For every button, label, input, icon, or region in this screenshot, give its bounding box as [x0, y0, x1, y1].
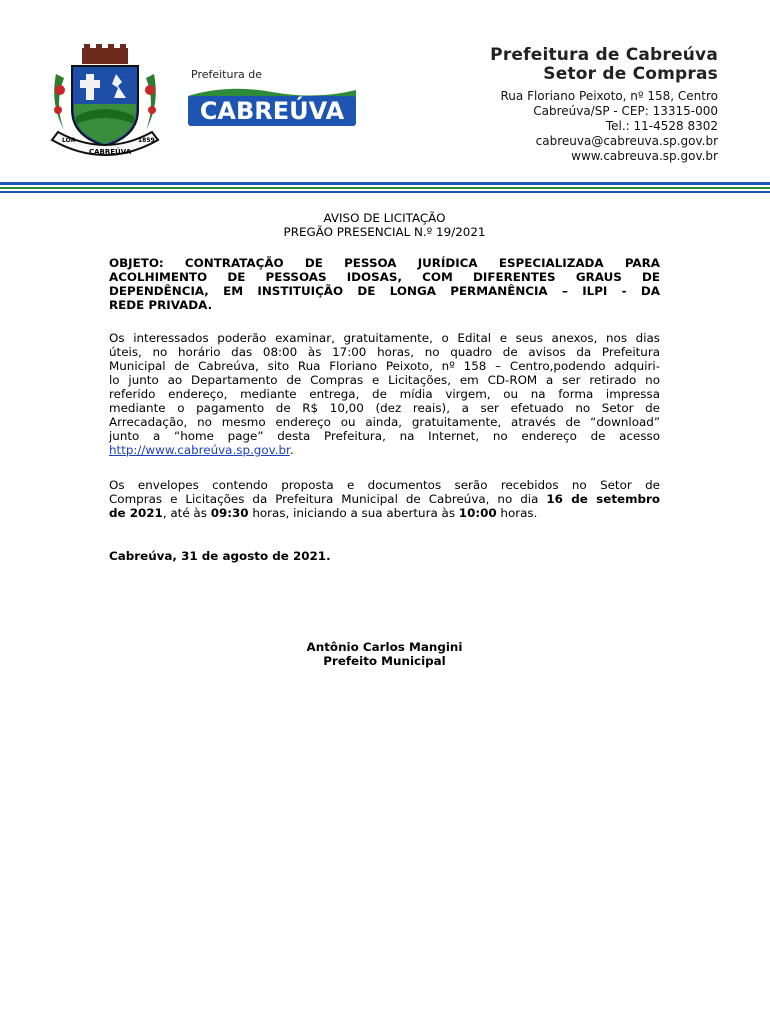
opening-time: 10:00 [458, 506, 497, 520]
paragraph-line: Municipal de Cabreúva, sito Rua Floriano Peixoto, nº 158 – Centro,podendo adquiri- [109, 359, 660, 373]
paragraph-text: Compras e Licitações da Prefeitura Municipal de Cabreúva, no dia [109, 492, 547, 506]
org-city: Cabreúva/SP - CEP: 13315-000 [533, 104, 718, 118]
notice-heading [109, 211, 660, 239]
receipt-time: 09:30 [210, 506, 249, 520]
object-line: OBJETO: CONTRATAÇÃO DE PESSOA JURÍDICA ESPECIALIZADA PARA [109, 256, 660, 270]
cabreuva-brand-logo [188, 84, 356, 126]
org-address: Rua Floriano Peixoto, nº 158, Centro [500, 89, 718, 103]
org-sector: Setor de Compras [543, 64, 718, 84]
opening-date: 16 de setembro [546, 492, 660, 506]
org-website: www.cabreuva.sp.gov.br [571, 149, 718, 163]
paragraph-line: úteis, no horário das 08:00 às 17:00 horas, no quadro de avisos da Prefeitura [109, 345, 660, 359]
notice-title: AVISO DE LICITAÇÃO [323, 211, 446, 225]
letterhead [0, 0, 770, 182]
notice-object [109, 256, 660, 312]
paragraph-line: mediante o pagamento de R$ 10,00 (dez reais), a ser efetuado no Setor de [109, 401, 660, 415]
paragraph-line: Os envelopes contendo proposta e documentos serão recebidos no Setor de [109, 478, 660, 492]
paragraph-text: horas, iniciando a sua abertura às [248, 506, 459, 520]
paragraph-line [109, 506, 660, 520]
svg-text:CABREÚVA: CABREÚVA [89, 148, 132, 156]
signer-name: Antônio Carlos Mangini [306, 640, 463, 654]
link-suffix: . [289, 443, 294, 457]
notice-paragraph-2 [109, 478, 660, 520]
object-line: ACOLHIMENTO DE PESSOAS IDOSAS, COM DIFERENTES GRAUS DE [109, 270, 660, 284]
paragraph-text: horas. [496, 506, 538, 520]
org-contact-block [490, 46, 718, 164]
header-rule-blue-2 [0, 191, 770, 193]
svg-text:LOR: LOR [62, 137, 76, 144]
coat-of-arms-logo [46, 44, 164, 164]
opening-year: de 2021 [109, 506, 163, 520]
header-rule-blue [0, 182, 770, 185]
object-line: DEPENDÊNCIA, EM INSTITUIÇÃO DE LONGA PERMANÊNCIA – ILPI - DA [109, 284, 660, 298]
object-line: REDE PRIVADA. [109, 298, 213, 312]
paragraph-line: junto a “home page” desta Prefeitura, na Internet, no endereço de acesso [109, 429, 660, 443]
paragraph-line: Arrecadação, no mesmo endereço ou ainda, gratuitamente, através de “download” [109, 415, 660, 429]
org-phone: Tel.: 11-4528 8302 [605, 119, 718, 133]
paragraph-line: Os interessados poderão examinar, gratuitamente, o Edital e seus anexos, nos dias [109, 331, 660, 345]
org-email: cabreuva@cabreuva.sp.gov.br [535, 134, 718, 148]
paragraph-line [109, 443, 660, 457]
notice-paragraph-1 [109, 331, 660, 457]
paragraph-line: referido endereço, mediante entrega, de mídia virgem, ou na forma impressa [109, 387, 660, 401]
brand-name: CABREÚVA [199, 97, 345, 125]
org-name: Prefeitura de Cabreúva [490, 45, 718, 65]
brand-prefix: Prefeitura de [191, 68, 262, 81]
paragraph-line [109, 492, 660, 506]
paragraph-line: lo junto ao Departamento de Compras e Licitações, em CD-ROM a ser retirado no [109, 373, 660, 387]
notice-subtitle: PREGÃO PRESENCIAL N.º 19/2021 [283, 225, 486, 239]
svg-text:1859: 1859 [138, 137, 155, 144]
header-rule-green [0, 187, 770, 189]
signer-role: Prefeito Municipal [323, 654, 446, 668]
place-date: Cabreúva, 31 de agosto de 2021. [109, 549, 331, 563]
paragraph-text: , até às [162, 506, 211, 520]
signature-block [109, 640, 660, 668]
website-link[interactable]: http://www.cabreúva.sp.gov.br [109, 443, 290, 457]
